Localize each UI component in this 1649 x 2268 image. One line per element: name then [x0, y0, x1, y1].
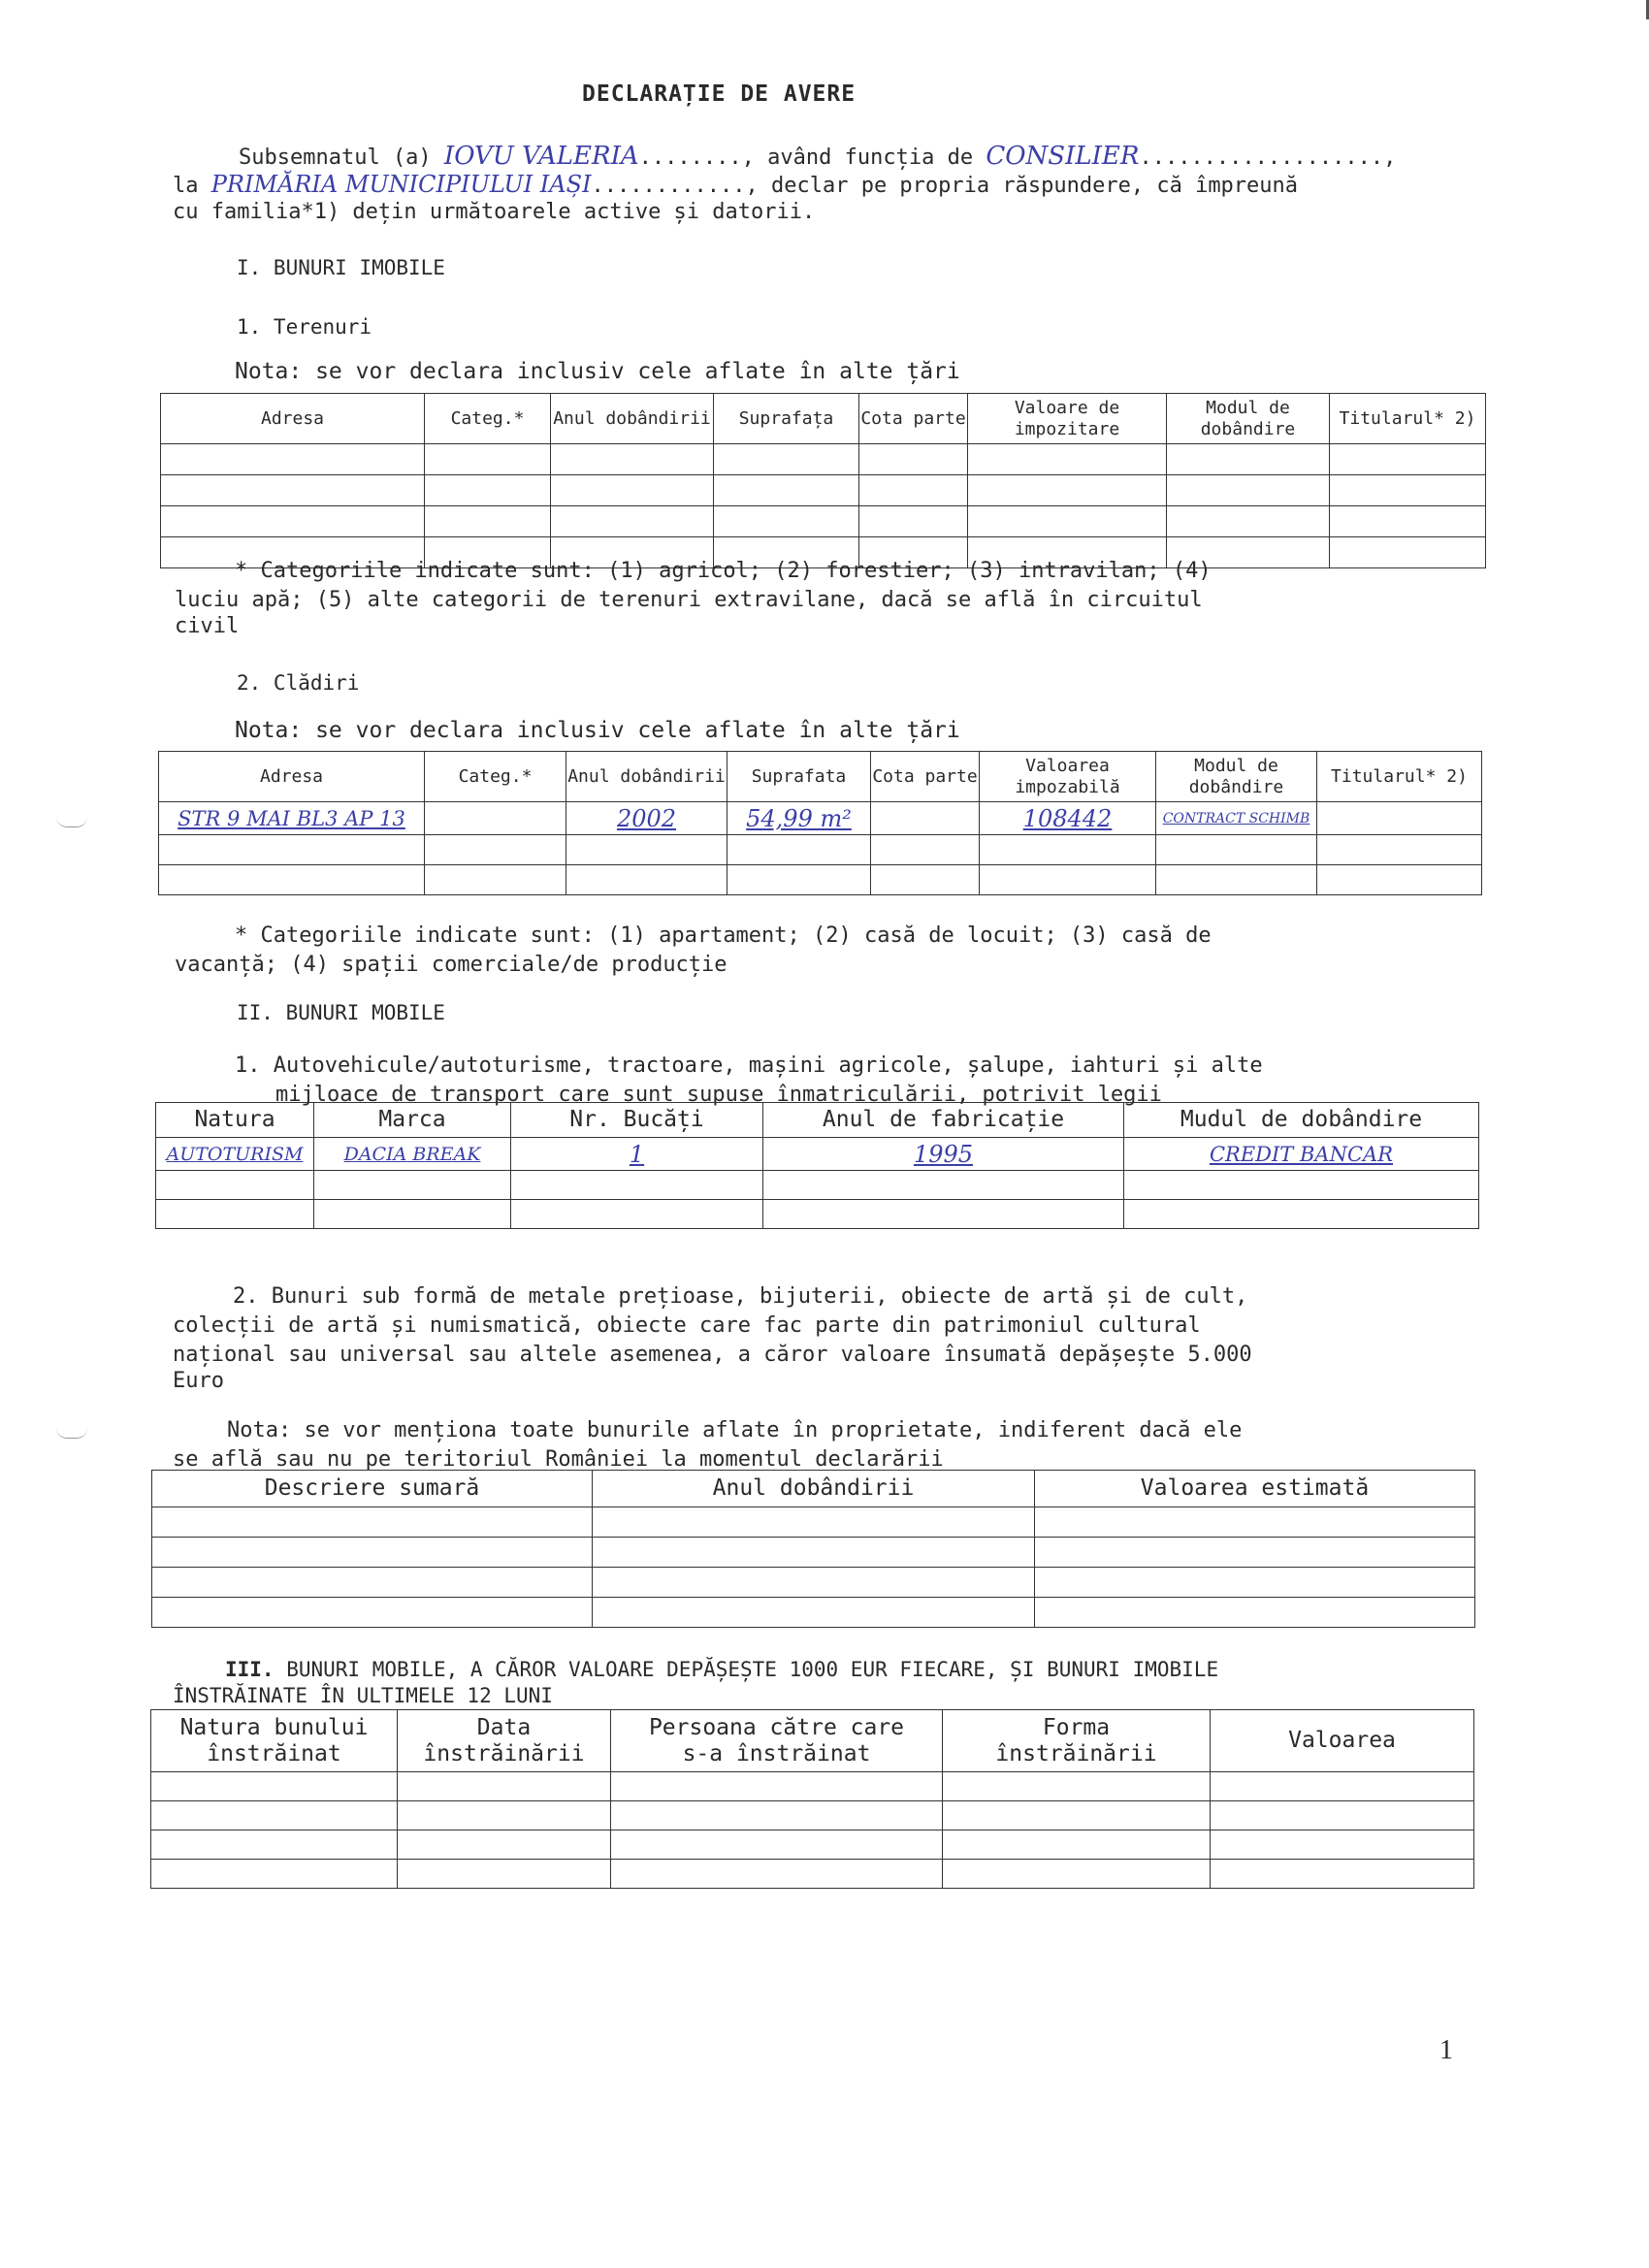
col-adresa: Adresa [161, 394, 425, 444]
col-modul: Modul de dobândire [1156, 752, 1317, 802]
col-anul-dobandirii: Anul dobândirii [593, 1471, 1035, 1507]
cladire-categ [425, 802, 566, 835]
terenuri-subtitle: 1. Terenuri [237, 315, 372, 339]
col-natura: Natura [156, 1103, 314, 1138]
col-valoarea: Valoarea [1211, 1710, 1474, 1772]
auto-subtitle: 1. Autovehicule/autoturisme, tractoare, mașini agricole, șalupe, iahturi și alte mijloace de transport care sunt supuse înmatriculării, potrivit legii [235, 1053, 1263, 1107]
page-title: DECLARAȚIE DE AVERE [582, 81, 857, 107]
col-descriere: Descriere sumară [152, 1471, 593, 1507]
bunuri-header-row [152, 1471, 1475, 1507]
auto-natura: AUTOTURISM [156, 1138, 314, 1171]
intro-functia-label: având funcția de [754, 146, 986, 170]
table-row [152, 1507, 1475, 1538]
cladire-anul: 2002 [566, 802, 728, 835]
col-valoare: Valoarea impozabilă [980, 752, 1156, 802]
auto-an-fabricatie: 1995 [763, 1138, 1124, 1171]
cladiri-note: Nota: se vor declara inclusiv cele aflate în alte țări [235, 718, 960, 743]
page-number: 1 [1439, 2035, 1453, 2065]
section-3-title: III. BUNURI MOBILE, A CĂROR VALOARE DEPĂȘEȘTE 1000 EUR FIECARE, ȘI BUNURI IMOBILE ÎNSTRĂINATE ÎN ULTIMELE 12 LUNI [173, 1658, 1219, 1707]
auto-marca: DACIA BREAK [314, 1138, 511, 1171]
cladiri-row-1 [159, 802, 1482, 835]
table-row [152, 1538, 1475, 1568]
table-row [156, 1200, 1479, 1229]
col-adresa: Adresa [159, 752, 425, 802]
bunuri-pretioase-table [151, 1470, 1475, 1628]
table-row [161, 506, 1486, 537]
table-row [159, 835, 1482, 865]
col-forma-instrainarii: Forma înstrăinării [943, 1710, 1211, 1772]
intro-line-3: cu familia*1) dețin următoarele active și datorii. [173, 200, 816, 224]
bunuri-pretioase-note: Nota: se vor menționa toate bunurile aflate în proprietate, indiferent dacă ele se află sau nu pe teritoriul României la momentul declarării [173, 1418, 1243, 1472]
cladire-adresa: STR 9 MAI BL3 AP 13 [159, 802, 425, 835]
intro-line-2 [173, 171, 1298, 198]
table-row [152, 1598, 1475, 1628]
table-row [151, 1831, 1474, 1860]
col-data-instrainarii: Data înstrăinării [398, 1710, 611, 1772]
cladire-cota [871, 802, 980, 835]
terenuri-footnote: * Categoriile indicate sunt: (1) agricol; (2) forestier; (3) intravilan; (4) luciu apă; (5) alte categorii de terenuri extravilane, dacă se află în circuitul civil [175, 559, 1212, 638]
table-row [159, 865, 1482, 895]
col-marca: Marca [314, 1103, 511, 1138]
table-row [152, 1568, 1475, 1598]
section-1-title: I. BUNURI IMOBILE [237, 256, 445, 279]
col-titular: Titularul* 2) [1317, 752, 1482, 802]
intro-la: la [173, 174, 211, 198]
col-suprafata: Suprafața [714, 394, 859, 444]
col-mod-dobandire: Mudul de dobândire [1124, 1103, 1479, 1138]
punch-mark [56, 817, 87, 827]
cladiri-header-row [159, 752, 1482, 802]
intro-dots-3: ............, [591, 174, 759, 198]
cladire-valoare: 108442 [980, 802, 1156, 835]
terenuri-header-row [161, 394, 1486, 444]
col-natura-bunului: Natura bunului înstrăinat [151, 1710, 398, 1772]
col-cota: Cota parte [859, 394, 968, 444]
cladire-titular [1317, 802, 1482, 835]
bunuri-pretioase-subtitle: 2. Bunuri sub formă de metale prețioase, bijuterii, obiecte de artă și de cult, colecții de artă și numismatică, obiecte care fac parte din patrimoniul cultural național sau universal sau altele asemenea, a căror valoare însumată depășește 5.000 Euro [173, 1284, 1252, 1393]
intro-line-1 [239, 142, 1396, 171]
intro-declar: declar pe propria răspundere, că împreună [758, 174, 1299, 198]
auto-mod-dobandire: CREDIT BANCAR [1124, 1138, 1479, 1171]
col-modul: Modul de dobândire [1167, 394, 1330, 444]
col-valoare: Valoare de impozitare [968, 394, 1167, 444]
cladire-modul: CONTRACT SCHIMB [1156, 802, 1317, 835]
terenuri-note: Nota: se vor declara inclusiv cele aflate în alte țări [235, 359, 960, 384]
intro-subsemnatul: Subsemnatul (a) [239, 146, 444, 170]
cladire-suprafata: 54,99 m² [728, 802, 871, 835]
table-row [156, 1171, 1479, 1200]
col-persoana: Persoana către care s-a înstrăinat [611, 1710, 943, 1772]
col-anul-fabricatie: Anul de fabricație [763, 1103, 1124, 1138]
cladiri-footnote: * Categoriile indicate sunt: (1) apartament; (2) casă de locuit; (3) casă de vacanță; (4) spații comerciale/de producție [175, 923, 1212, 977]
table-row [151, 1860, 1474, 1889]
col-categ: Categ.* [425, 752, 566, 802]
instrainate-header-row [151, 1710, 1474, 1772]
declarant-name: IOVU VALERIA [443, 142, 639, 171]
col-valoarea-estimata: Valoarea estimată [1035, 1471, 1475, 1507]
intro-dots-1: ........, [638, 146, 755, 170]
col-nr-bucati: Nr. Bucăți [511, 1103, 763, 1138]
col-anul: Anul dobândirii [551, 394, 714, 444]
table-row [151, 1801, 1474, 1831]
table-row [151, 1772, 1474, 1801]
table-row [161, 475, 1486, 506]
auto-row-1 [156, 1138, 1479, 1171]
autovehicule-table [155, 1102, 1479, 1229]
punch-mark [56, 1428, 87, 1439]
table-row [161, 444, 1486, 475]
declarant-function: CONSILIER [986, 142, 1140, 171]
auto-header-row [156, 1103, 1479, 1138]
intro-dots-2: ..................., [1139, 146, 1397, 170]
col-suprafata: Suprafata [728, 752, 871, 802]
terenuri-table [160, 393, 1486, 568]
col-titular: Titularul* 2) [1330, 394, 1486, 444]
col-anul: Anul dobândirii [566, 752, 728, 802]
col-cota: Cota parte [871, 752, 980, 802]
instrainate-table [150, 1709, 1474, 1889]
declarant-institution: PRIMĂRIA MUNICIPIULUI IAȘI [210, 171, 592, 198]
auto-nr-bucati: 1 [511, 1138, 763, 1171]
col-categ: Categ.* [425, 394, 551, 444]
section-2-title: II. BUNURI MOBILE [237, 1001, 445, 1024]
cladiri-table [158, 751, 1482, 895]
cladiri-subtitle: 2. Clădiri [237, 671, 360, 695]
